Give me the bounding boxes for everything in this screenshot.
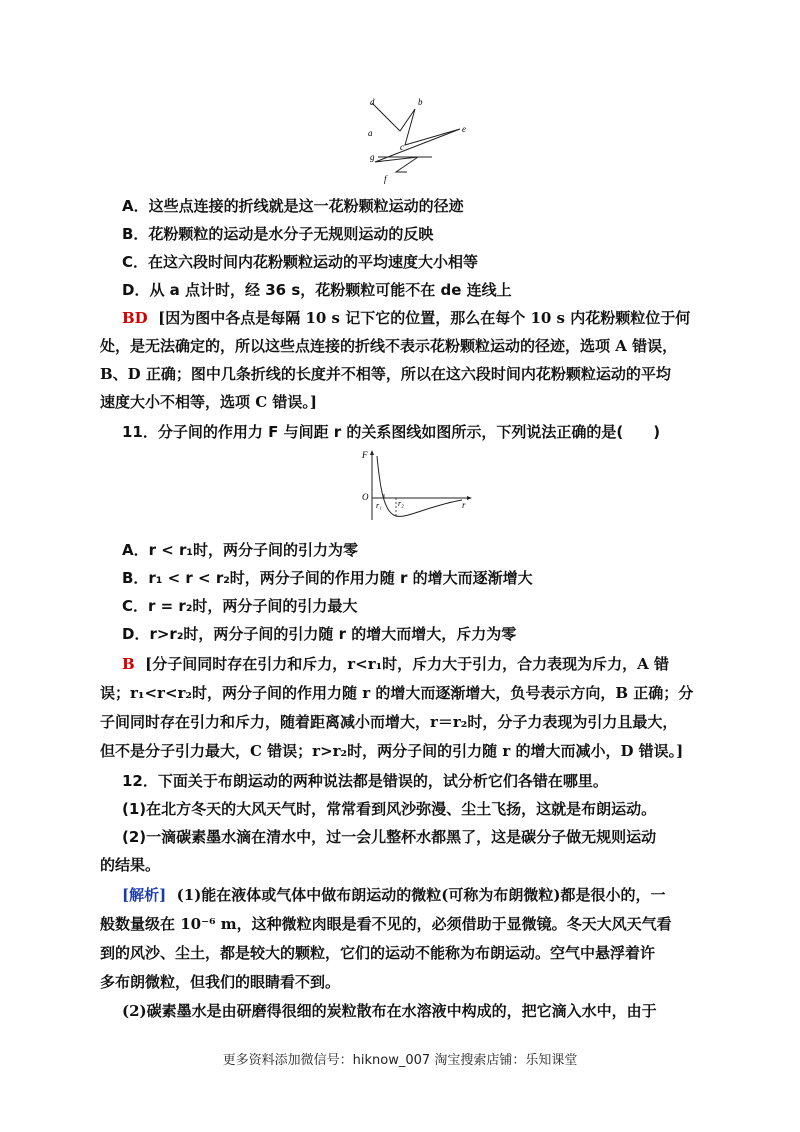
jiexi-tag: [解析] — [122, 886, 167, 904]
answer-10-line-1 — [122, 308, 714, 328]
r2-label: r₂ — [398, 499, 404, 508]
option-10-b: B．花粉颗粒的运动是水分子无规则运动的反映 — [122, 225, 434, 243]
answer-11-line-4: 但不是分子引力最大，C 错误；r>r₂时，两分子间的引力随 r 的增大而减小，D 错误。] — [100, 742, 684, 760]
question-12-item-1: (1)在北方冬天的大风天气时，常常看到风沙弥漫、尘土飞扬，这就是布朗运动。 — [122, 800, 657, 818]
question-12-item-2: (2)一滴碳素墨水滴在清水中，过一会儿整杯水都黑了，这是碳分子做无规则运动 — [122, 828, 657, 846]
r1-label: r₁ — [376, 501, 382, 510]
point-label-c: c — [400, 142, 404, 152]
jiexi-line-2: 般数量级在 10⁻⁶ m，这种微粒肉眼是看不见的，必须借助于显微镜。冬天大风天气看 — [100, 915, 672, 933]
answer-11-line-2: 误；r₁<r<r₂时，两分子间的作用力随 r 的增大而逐渐增大，负号表示方向，B 正确；分 — [100, 684, 694, 702]
point-label-f: f — [384, 174, 387, 184]
y-axis-label: F — [362, 450, 368, 460]
answer-11-line-3: 子间同时存在引力和斥力，随着距离减小而增大，r＝r₂时，分子力表现为引力且最大， — [100, 713, 678, 731]
answer-11-key: B — [122, 655, 135, 673]
answer-10-line-3: B、D 正确；图中几条折线的长度并不相等，所以在这六段时间内花粉颗粒运动的平均 — [100, 365, 671, 383]
question-11-stem: 11．分子间的作用力 F 与间距 r 的关系图线如图所示，下列说法正确的是( ) — [122, 423, 661, 441]
jiexi-line-3: 到的风沙、尘土，都是较大的颗粒，它们的运动不能称为布朗运动。空气中悬浮着许 — [100, 944, 656, 962]
option-11-c: C．r = r₂时，两分子间的引力最大 — [122, 597, 358, 615]
answer-10-text-1: [因为图中各点是每隔 10 s 记下它的位置，那么在每个 10 s 内花粉颗粒位于何 — [158, 309, 691, 327]
answer-10-line-2: 处，是无法确定的，所以这些点连接的折线不表示花粉颗粒运动的径迹，选项 A 错误， — [100, 337, 678, 355]
point-label-e: e — [462, 124, 466, 134]
origin-label: O — [362, 492, 369, 502]
jiexi-line-4: 多布朗微粒，但我们的眼睛看不到。 — [100, 973, 341, 991]
point-label-d: d — [370, 97, 375, 107]
answer-10-key: BD — [122, 309, 148, 327]
option-10-c: C．在这六段时间内花粉颗粒运动的平均速度大小相等 — [122, 253, 479, 271]
force-curve — [377, 456, 462, 516]
x-axis-label: r — [462, 500, 466, 510]
point-label-g: g — [370, 152, 375, 162]
option-10-a: A．这些点连接的折线就是这一花粉颗粒运动的径迹 — [122, 197, 464, 215]
jiexi-line-5: (2)碳素墨水是由研磨得很细的炭粒散布在水溶液中构成的，把它滴入水中，由于 — [122, 1002, 657, 1020]
option-11-a: A．r < r₁时，两分子间的引力为零 — [122, 541, 358, 559]
question-12-stem: 12．下面关于布朗运动的两种说法都是错误的，试分析它们各错在哪里。 — [122, 772, 608, 790]
footer-note: 更多资料添加微信号：hiknow_007 淘宝搜索店铺：乐知课堂 — [222, 1053, 578, 1068]
point-label-a: a — [368, 128, 373, 138]
option-10-d: D．从 a 点计时，经 36 s，花粉颗粒可能不在 de 连线上 — [122, 281, 512, 299]
jiexi-text-1: (1)能在液体或气体中做布朗运动的微粒(可称为布朗微粒)都是很小的，一 — [176, 886, 666, 904]
question-12-item-2-cont: 的结果。 — [100, 856, 161, 874]
answer-11-line-1 — [122, 654, 714, 674]
option-11-d: D．r>r₂时，两分子间的引力随 r 的增大而增大，斥力为零 — [122, 625, 517, 643]
point-label-b: b — [418, 97, 423, 107]
trajectory-figure — [360, 90, 480, 190]
jiexi-line-1 — [122, 885, 714, 905]
force-distance-graph — [358, 448, 478, 528]
answer-10-line-4: 速度大小不相等，选项 C 错误。] — [100, 393, 317, 411]
option-11-b: B．r₁ < r < r₂时，两分子间的作用力随 r 的增大而逐渐增大 — [122, 569, 533, 587]
answer-11-text-1: [分子间同时存在引力和斥力，r<r₁时，斥力大于引力，合力表现为斥力，A 错 — [145, 655, 670, 673]
